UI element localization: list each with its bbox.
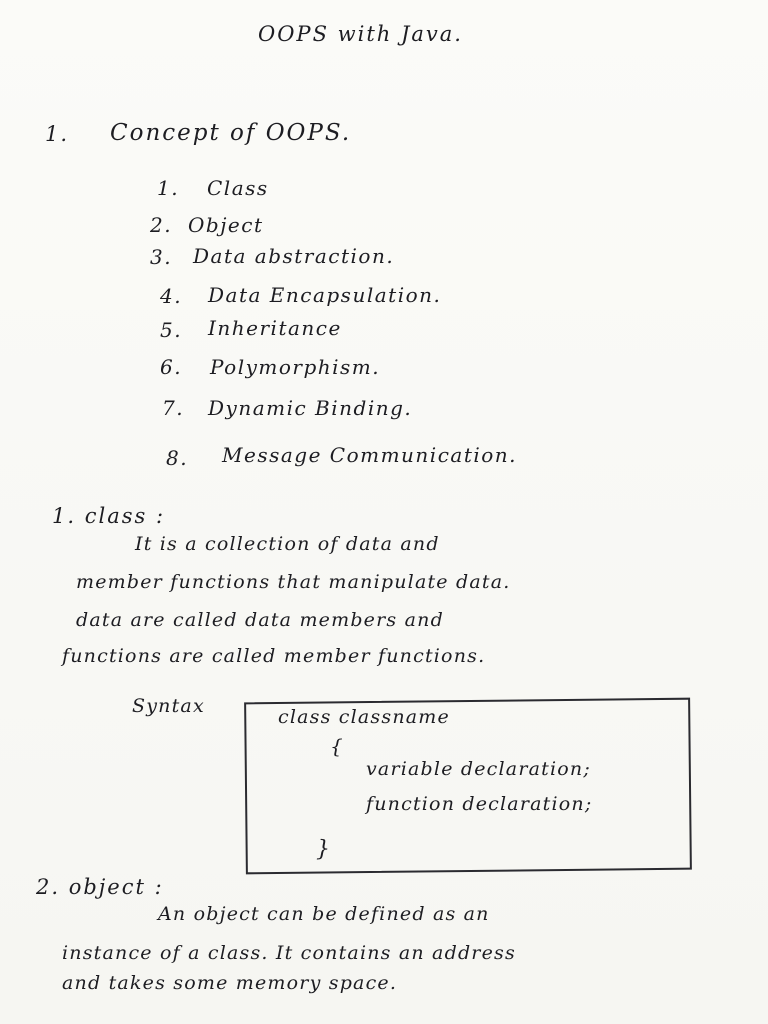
- object-line: instance of a class. It contains an address: [62, 942, 516, 964]
- syntax-line: {: [330, 734, 344, 758]
- list-item: Polymorphism.: [210, 355, 381, 379]
- syntax-line: class classname: [278, 706, 450, 728]
- class-line: member functions that manipulate data.: [76, 571, 511, 593]
- list-item-number: 3.: [150, 245, 173, 269]
- list-item: Message Communication.: [222, 443, 518, 467]
- list-item: Dynamic Binding.: [208, 396, 413, 420]
- list-item: Inheritance: [208, 316, 342, 340]
- list-item: Object: [188, 213, 264, 237]
- list-item: Class: [207, 176, 269, 200]
- section-heading: Concept of OOPS.: [110, 120, 352, 146]
- object-line: and takes some memory space.: [62, 972, 398, 994]
- list-item: Data abstraction.: [193, 244, 395, 268]
- class-line: functions are called member functions.: [62, 645, 486, 667]
- list-item-number: 1.: [157, 176, 180, 200]
- list-item-number: 6.: [160, 355, 183, 379]
- list-item-number: 4.: [160, 284, 183, 308]
- class-line: data are called data members and: [76, 609, 444, 631]
- list-item: Data Encapsulation.: [208, 283, 442, 307]
- class-heading: 1. class :: [52, 504, 166, 528]
- syntax-line: function declaration;: [366, 793, 593, 815]
- list-item-number: 5.: [160, 318, 183, 342]
- syntax-line: variable declaration;: [366, 758, 591, 780]
- page-title: OOPS with Java.: [258, 22, 463, 46]
- list-item-number: 2.: [150, 213, 173, 237]
- class-line: It is a collection of data and: [135, 533, 440, 555]
- list-item-number: 8.: [166, 446, 189, 470]
- syntax-label: Syntax: [132, 695, 205, 717]
- syntax-line: }: [316, 837, 332, 862]
- list-item-number: 7.: [162, 396, 185, 420]
- object-line: An object can be defined as an: [158, 903, 490, 925]
- section-number: 1.: [45, 122, 70, 146]
- object-heading: 2. object :: [36, 875, 164, 899]
